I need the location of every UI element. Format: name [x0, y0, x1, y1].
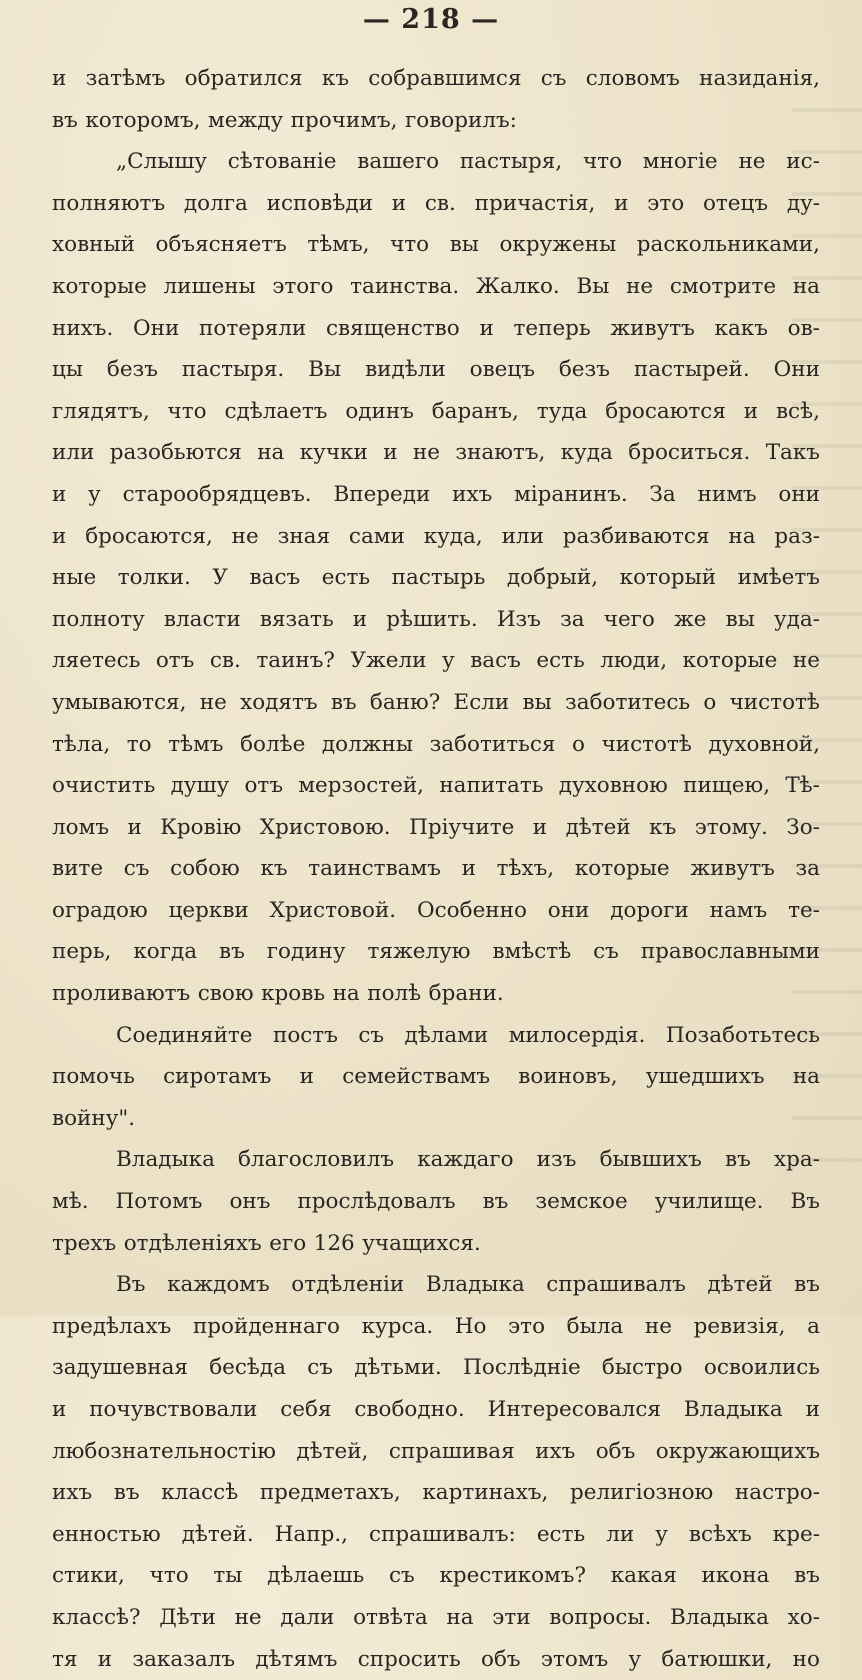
text-line: енностью дѣтей. Напр., спрашивалъ: есть ли у всѣхъ кре- [52, 1521, 820, 1547]
text-line: и бросаются, не зная сами куда, или разбиваются на раз- [52, 523, 820, 549]
text-line: ломъ и Кровію Христовою. Пріучите и дѣтей къ этому. Зо- [52, 814, 820, 840]
text-line: мѣ. Потомъ онъ прослѣдовалъ въ земское училище. Въ [52, 1189, 820, 1215]
text-line: Владыка благословилъ каждаго изъ бывшихъ въ хра- [116, 1147, 820, 1173]
text-line: нихъ. Они потеряли священство и теперь живутъ какъ ов- [52, 315, 820, 341]
text-line: и почувствовали себя свободно. Интересовался Владыка и [52, 1397, 820, 1422]
text-line: задушевная бесѣда съ дѣтьми. Послѣдніе быстро освоились [52, 1355, 820, 1381]
text-line: въ которомъ, между прочимъ, говорилъ: [52, 107, 517, 133]
text-line: умываются, не ходятъ въ баню? Если вы заботитесь о чистотѣ [52, 689, 820, 715]
text-line: классѣ? Дѣти не дали отвѣта на эти вопросы. Владыка хо- [52, 1604, 820, 1630]
text-line: Соединяйте постъ съ дѣлами милосердія. Позаботьтесь [116, 1022, 820, 1048]
text-line: ховный объясняетъ тѣмъ, что вы окружены раскольниками, [52, 232, 820, 258]
text-line: стики, что ты дѣлаешь съ крестикомъ? какая икона въ [52, 1563, 820, 1589]
text-line: тя и заказалъ дѣтямъ спросить объ этомъ у батюшки, но [52, 1646, 820, 1672]
text-line: полноту власти вязать и рѣшить. Изъ за чего же вы уда- [52, 606, 820, 632]
text-line: проливаютъ свою кровь на полѣ брани. [52, 981, 504, 1007]
text-line: предѣлахъ пройденнаго курса. Но это была не ревизія, а [52, 1313, 820, 1339]
text-line: ные толки. У васъ есть пастырь добрый, который имѣетъ [52, 565, 820, 591]
text-line: трехъ отдѣленіяхъ его 126 учащихся. [52, 1230, 481, 1256]
text-line: Въ каждомъ отдѣленіи Владыка спрашивалъ дѣтей въ [116, 1272, 820, 1298]
text-line: и у старообрядцевъ. Впереди ихъ міранинъ. За нимъ они [52, 481, 820, 507]
text-line: или разобьются на кучки и не знаютъ, куда броситься. Такъ [52, 440, 820, 466]
text-line: „Слышу сѣтованіе вашего пастыря, что многіе не ис- [116, 149, 820, 175]
text-line: перь, когда въ годину тяжелую вмѣстѣ съ православными [52, 939, 820, 965]
text-line: оградою церкви Христовой. Особенно они дороги намъ те- [52, 897, 820, 923]
text-line: и затѣмъ обратился къ собравшимся съ словомъ назиданія, [52, 66, 820, 91]
text-line: войну". [52, 1105, 136, 1131]
text-line: полняютъ долга исповѣди и св. причастія, и это отецъ ду- [52, 190, 820, 216]
text-line: очистить душу отъ мерзостей, напитать духовною пищею, Тѣ- [52, 773, 820, 799]
text-line: вите съ собою къ таинствамъ и тѣхъ, которые живутъ за [52, 856, 820, 882]
text-line: помочь сиротамъ и семействамъ воиновъ, ушедшихъ на [52, 1064, 820, 1090]
text-line: любознательностію дѣтей, спрашивая ихъ объ окружающихъ [52, 1438, 820, 1464]
body-text [52, 58, 820, 1680]
text-line: которые лишены этого таинства. Жалко. Вы не смотрите на [52, 273, 820, 299]
text-line: ляетесь отъ св. таинъ? Ужели у васъ есть люди, которые не [52, 648, 820, 674]
text-line: тѣла, то тѣмъ болѣе должны заботиться о чистотѣ духовной, [52, 731, 820, 757]
text-line: ихъ въ классѣ предметахъ, картинахъ, религіозною настро- [52, 1480, 820, 1506]
text-line: цы безъ пастыря. Вы видѣли овецъ безъ пастырей. Они [52, 357, 820, 383]
page-number: — 218 — [362, 4, 500, 35]
text-line: глядятъ, что сдѣлаетъ одинъ баранъ, туда бросаются и всѣ, [52, 398, 820, 424]
